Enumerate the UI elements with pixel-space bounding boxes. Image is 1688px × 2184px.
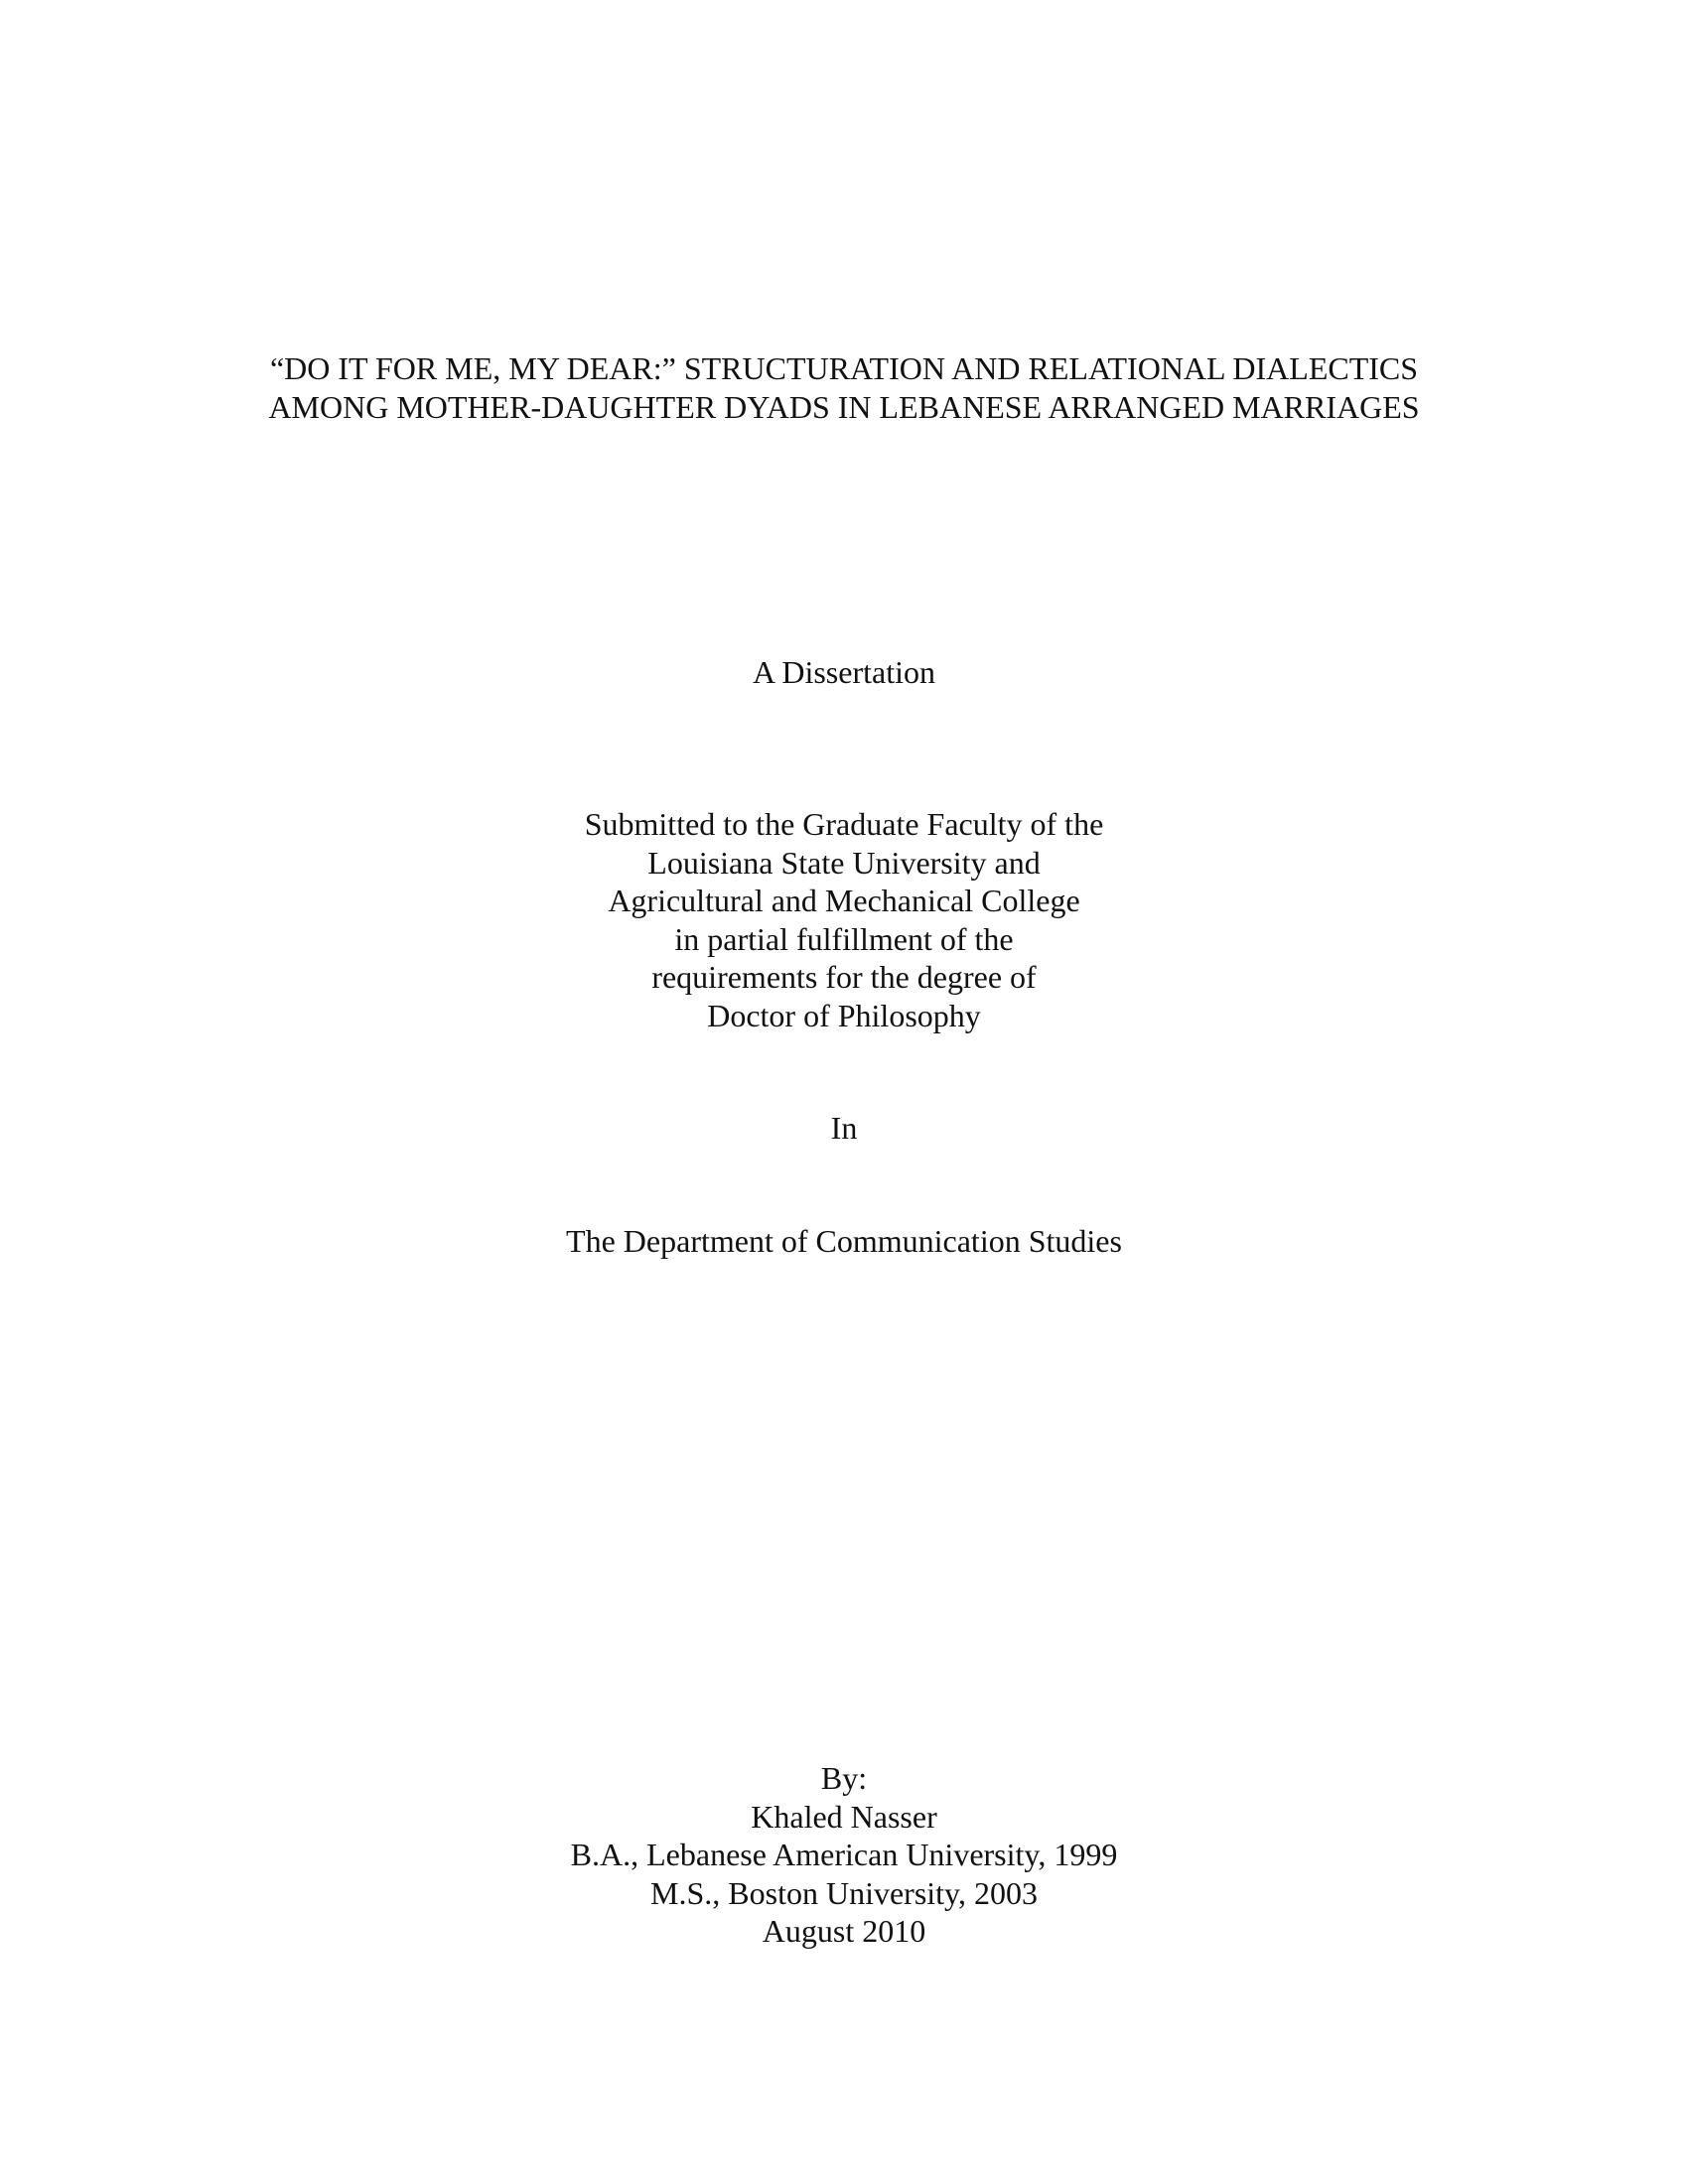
in-label bbox=[0, 1109, 1688, 1148]
document-type-label: A Dissertation bbox=[753, 654, 935, 690]
degree-ms: M.S., Boston University, 2003 bbox=[650, 1874, 1038, 1911]
title-line-2: AMONG MOTHER-DAUGHTER DYADS IN LEBANESE ARRANGED MARRIAGES bbox=[268, 388, 1420, 425]
department-name: The Department of Communication Studies bbox=[566, 1223, 1122, 1259]
submission-line-3: Agricultural and Mechanical College bbox=[608, 883, 1080, 918]
submission-statement bbox=[0, 805, 1688, 1034]
dissertation-title bbox=[0, 349, 1688, 426]
degree-ba: B.A., Lebanese American University, 1999 bbox=[570, 1837, 1118, 1872]
title-line-1: “DO IT FOR ME, MY DEAR:” STRUCTURATION AND RELATIONAL DIALECTICS bbox=[269, 350, 1419, 386]
submission-date: August 2010 bbox=[762, 1913, 926, 1949]
department bbox=[0, 1222, 1688, 1261]
submission-line-4: in partial fulfillment of the bbox=[674, 920, 1014, 957]
by-label: By: bbox=[820, 1760, 868, 1796]
author-name: Khaled Nasser bbox=[751, 1798, 937, 1835]
document-type bbox=[0, 653, 1688, 692]
author-block bbox=[0, 1759, 1688, 1951]
submission-line-6: Doctor of Philosophy bbox=[707, 997, 981, 1033]
submission-line-5: requirements for the degree of bbox=[651, 959, 1037, 995]
in-text: In bbox=[830, 1110, 858, 1146]
submission-line-1: Submitted to the Graduate Faculty of the bbox=[584, 806, 1104, 842]
submission-line-2: Louisiana State University and bbox=[647, 844, 1041, 881]
